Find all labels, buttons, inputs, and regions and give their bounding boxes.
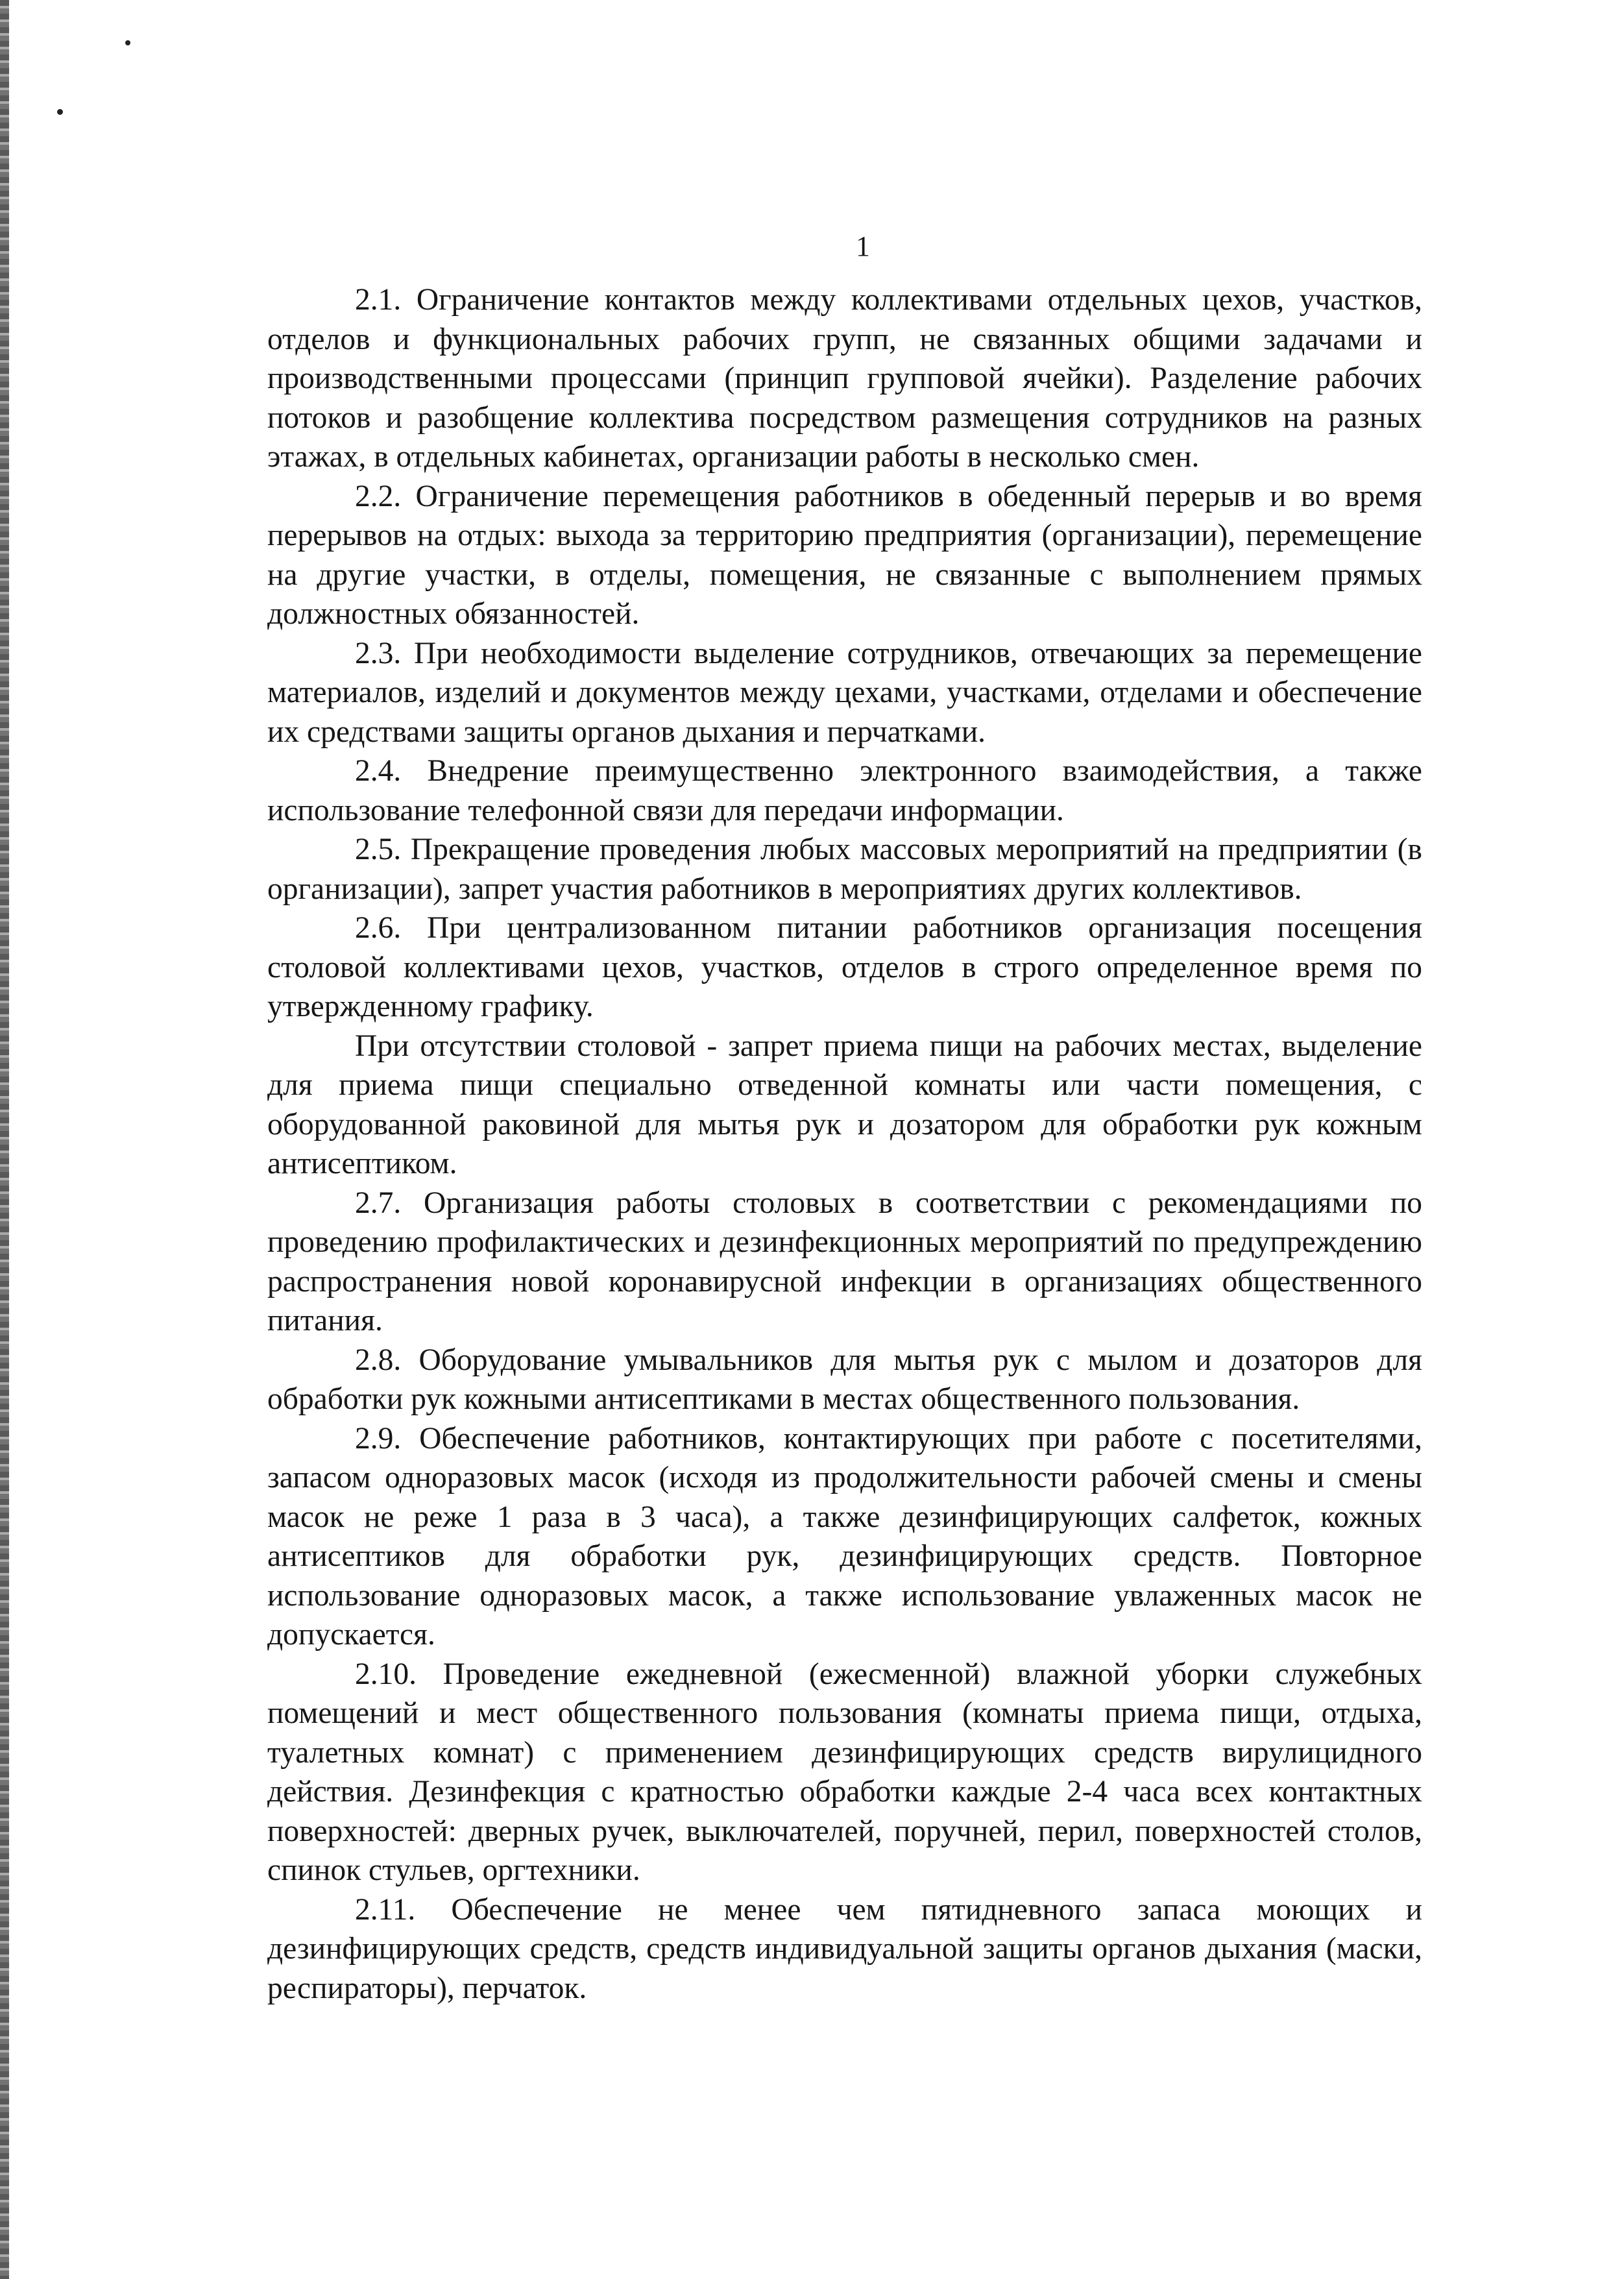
paragraph-2-10: 2.10. Проведение ежедневной (ежесменной) влажной уборки служебных помещений и мест общественного пользования (комнаты приема пищи, отдыха, туалетных комнат) с применением дезинфицирующих средств вирулицидного действия. Дезинфекция с кратностью обработки каждые 2-4 часа всех контактных поверхностей: дверных ручек, выключателей, поручней, перил, поверхностей столов, спинок стульев, оргтехники. [267,1657,1422,1887]
document-body [267,280,1422,2008]
paragraph-2-1: 2.1. Ограничение контактов между коллективами отдельных цехов, участков, отделов и функциональных рабочих групп, не связанных общими задачами и производственными процессами (принцип групповой ячейки). Разделение рабочих потоков и разобщение коллектива посредством размещения сотрудников на разных этажах, в отдельных кабинетах, организации работы в несколько смен. [267,283,1422,474]
paragraph-2-8: 2.8. Оборудование умывальников для мытья рук с мылом и дозаторов для обработки рук кожными антисептиками в местах общественного пользования. [267,1343,1422,1416]
paragraph-2-6: 2.6. При централизованном питании работников организация посещения столовой коллективами цехов, участков, отделов в строго определенное время по утвержденному графику. [267,911,1422,1023]
paragraph-2-4: 2.4. Внедрение преимущественно электронного взаимодействия, а также использование телефонной связи для передачи информации. [267,754,1422,827]
paragraph-2-2: 2.2. Ограничение перемещения работников в обеденный перерыв и во время перерывов на отдых: выхода за территорию предприятия (организации), перемещение на другие участки, в отделы, помещения, не связанные с выполнением прямых должностных обязанностей. [267,479,1422,631]
paragraph-no-canteen: При отсутствии столовой - запрет приема пищи на рабочих местах, выделение для приема пищи специально отведенной комнаты или части помещения, с оборудованной раковиной для мытья рук и дозатором для обработки рук кожным антисептиком. [267,1029,1422,1180]
paragraph-2-9: 2.9. Обеспечение работников, контактирующих при работе с посетителями, запасом одноразовых масок (исходя из продолжительности рабочей смены и смены масок не реже 1 раза в 3 часа), а также дезинфицирующих салфеток, кожных антисептиков для обработки рук, дезинфицирующих средств. Повторное использование одноразовых масок, а также использование увлаженных масок не допускается. [267,1421,1422,1651]
paragraph-2-11: 2.11. Обеспечение не менее чем пятидневного запаса моющих и дезинфицирующих средств, средств индивидуальной защиты органов дыхания (маски, респираторы), перчаток. [267,1892,1422,2005]
scan-edge-artifact [0,0,9,2279]
paragraph-2-7: 2.7. Организация работы столовых в соответствии с рекомендациями по проведению профилактических и дезинфекционных мероприятий по предупреждению распространения новой коронавирусной инфекции в организациях общественного питания. [267,1186,1422,1337]
paragraph-2-5: 2.5. Прекращение проведения любых массовых мероприятий на предприятии (в организации), запрет участия работников в мероприятиях других коллективов. [267,833,1422,906]
page-number: 1 [856,230,870,262]
scan-speck [125,40,130,45]
scan-speck [57,109,63,115]
paragraph-2-3: 2.3. При необходимости выделение сотрудников, отвечающих за перемещение материалов, изделий и документов между цехами, участками, отделами и обеспечение их средствами защиты органов дыхания и перчатками. [267,636,1422,749]
